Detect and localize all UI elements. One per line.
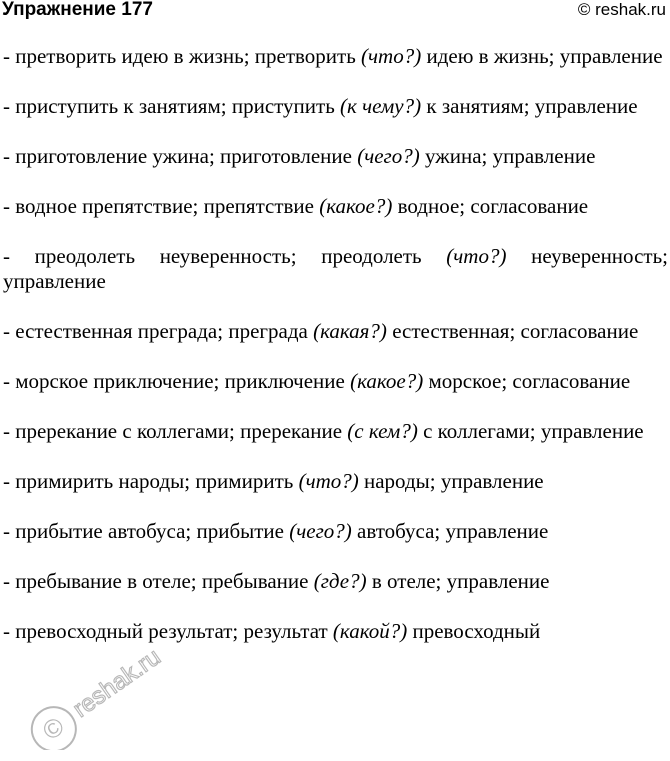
watermark-text: reshak.ru — [68, 643, 166, 723]
item-text: водное; согласование — [392, 194, 589, 218]
list-item — [3, 94, 668, 119]
copyright-circle-icon — [23, 699, 84, 750]
list-item — [3, 319, 668, 344]
question-text: (какое?) — [319, 194, 393, 218]
item-text: идею в жизнь; управление — [421, 44, 663, 68]
page-header — [0, 0, 670, 24]
item-text: ужина; управление — [419, 144, 596, 168]
item-text: - прибытие автобуса; прибытие — [3, 519, 290, 543]
item-text: - морское приключение; приключение — [3, 369, 351, 393]
list-item — [3, 569, 668, 594]
list-item — [3, 144, 668, 169]
item-text: морское; согласование — [423, 369, 631, 393]
item-text: - претворить идею в жизнь; претворить — [3, 44, 362, 68]
question-text: (что?) — [298, 469, 359, 493]
question-text: (что?) — [446, 244, 507, 268]
question-text: (с кем?) — [347, 419, 418, 443]
item-text: - пререкание с коллегами; пререкание — [3, 419, 348, 443]
question-text: (чего?) — [357, 144, 420, 168]
item-text: в отеле; управление — [366, 569, 550, 593]
question-text: (где?) — [313, 569, 367, 593]
item-text: автобуса; управление — [351, 519, 549, 543]
item-text: - преодолеть неуверенность; преодолеть — [3, 244, 447, 268]
list-item — [3, 44, 668, 69]
list-item — [3, 244, 668, 294]
copyright-symbol: © — [36, 710, 70, 747]
list-item — [3, 194, 668, 219]
question-text: (к чему?) — [340, 94, 422, 118]
list-item — [3, 519, 668, 544]
item-text: народы; управление — [358, 469, 544, 493]
question-text: (какое?) — [350, 369, 424, 393]
item-text: к занятиям; управление — [421, 94, 638, 118]
item-text: естественная; согласование — [386, 319, 639, 343]
list-item — [3, 369, 668, 394]
item-text: неуверенность; управление — [3, 244, 668, 293]
exercise-list — [3, 44, 668, 669]
question-text: (чего?) — [289, 519, 352, 543]
question-text: (что?) — [361, 44, 422, 68]
item-text: - примирить народы; примирить — [3, 469, 299, 493]
exercise-title: Упражнение 177 — [2, 0, 153, 20]
source-label: © reshak.ru — [577, 0, 666, 19]
list-item — [3, 619, 668, 644]
question-text: (какая?) — [313, 319, 387, 343]
item-text: - естественная преграда; преграда — [3, 319, 314, 343]
question-text: (какой?) — [332, 619, 408, 643]
item-text: - приготовление ужина; приготовление — [3, 144, 358, 168]
item-text: - водное препятствие; препятствие — [3, 194, 320, 218]
item-text: - превосходный результат; результат — [3, 619, 333, 643]
item-text: превосходный — [407, 619, 541, 643]
list-item — [3, 419, 668, 444]
item-text: - пребывание в отеле; пребывание — [3, 569, 314, 593]
item-text: - приступить к занятиям; приступить — [3, 94, 341, 118]
list-item — [3, 469, 668, 494]
item-text: с коллегами; управление — [417, 419, 644, 443]
